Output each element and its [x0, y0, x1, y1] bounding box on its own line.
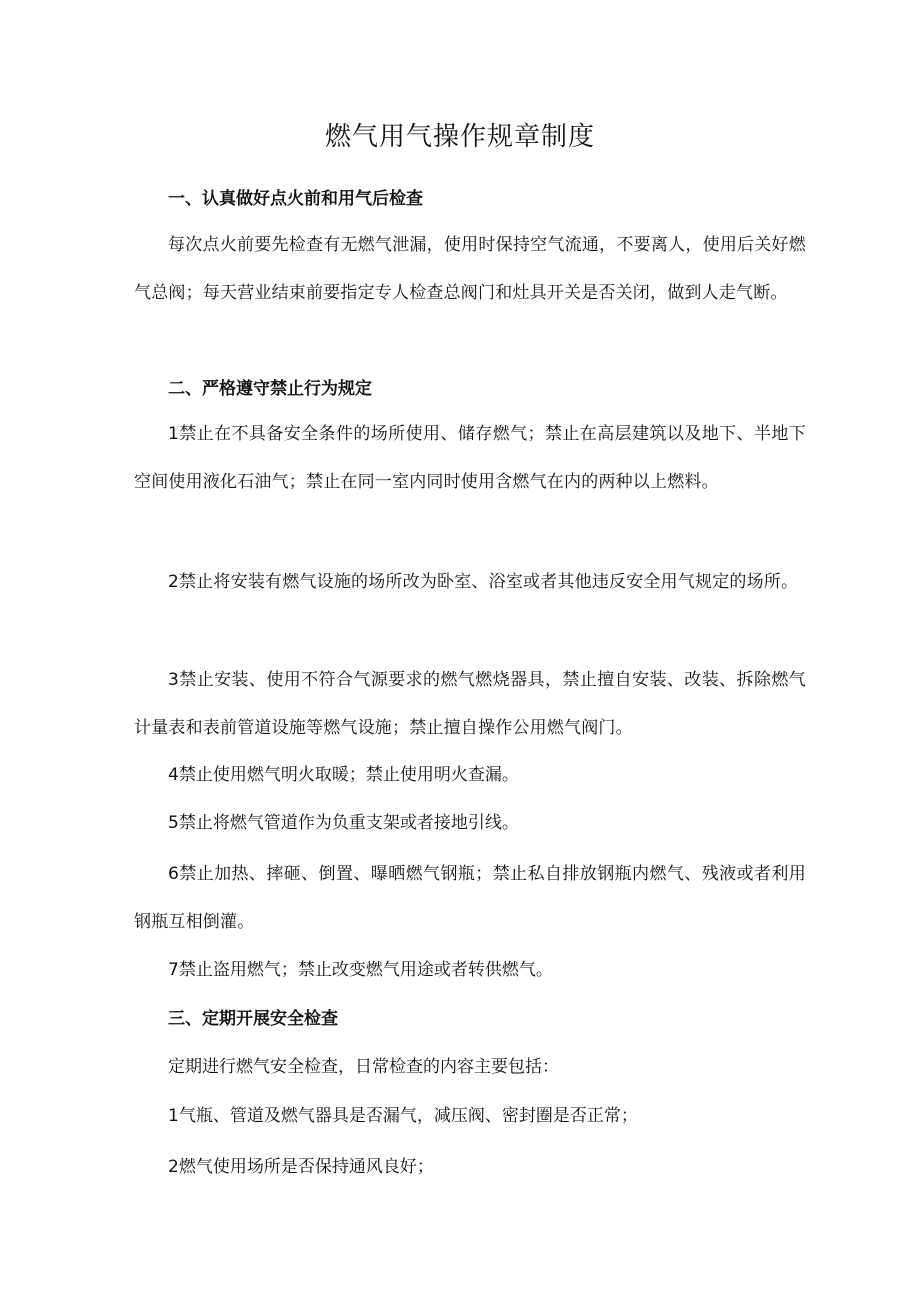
section-2-item-1: 1禁止在不具备安全条件的场所使用、储存燃气；禁止在高层建筑以及地下、半地下空间使用液化石油气；禁止在同一室内同时使用含燃气在内的两种以上燃料。 — [134, 424, 806, 492]
section-2-item-7: 7禁止盗用燃气；禁止改变燃气用途或者转供燃气。 — [168, 960, 553, 980]
section-2-item-6: 6禁止加热、摔砸、倒置、曝晒燃气钢瓶；禁止私自排放钢瓶内燃气、残液或者利用钢瓶互相倒灌。 — [134, 864, 806, 932]
section-3-item-2: 2燃气使用场所是否保持通风良好； — [168, 1157, 434, 1177]
section-heading-2: 二、严格遵守禁止行为规定 — [168, 379, 372, 399]
section-1-paragraph-1: 每次点火前要先检查有无燃气泄漏，使用时保持空气流通，不要离人，使用后关好燃气总阀；每天营业结束前要指定专人检查总阀门和灶具开关是否关闭，做到人走气断。 — [134, 235, 806, 303]
section-2-item-3: 3禁止安装、使用不符合气源要求的燃气燃烧器具，禁止擅自安装、改装、拆除燃气计量表和表前管道设施等燃气设施；禁止擅自操作公用燃气阀门。 — [134, 670, 806, 738]
section-2-item-5: 5禁止将燃气管道作为负重支架或者接地引线。 — [168, 813, 519, 833]
section-2-item-4: 4禁止使用燃气明火取暖；禁止使用明火查漏。 — [168, 765, 519, 785]
section-3-item-1: 1气瓶、管道及燃气器具是否漏气，减压阀、密封圈是否正常； — [168, 1106, 638, 1126]
section-3-paragraph-1: 定期进行燃气安全检查，日常检查的内容主要包括： — [168, 1057, 559, 1077]
document-title: 燃气用气操作规章制度 — [324, 122, 595, 152]
section-heading-1: 一、认真做好点火前和用气后检查 — [168, 189, 423, 209]
section-heading-3: 三、定期开展安全检查 — [168, 1009, 338, 1029]
section-2-item-2: 2禁止将安装有燃气设施的场所改为卧室、浴室或者其他违反安全用气规定的场所。 — [168, 572, 799, 592]
